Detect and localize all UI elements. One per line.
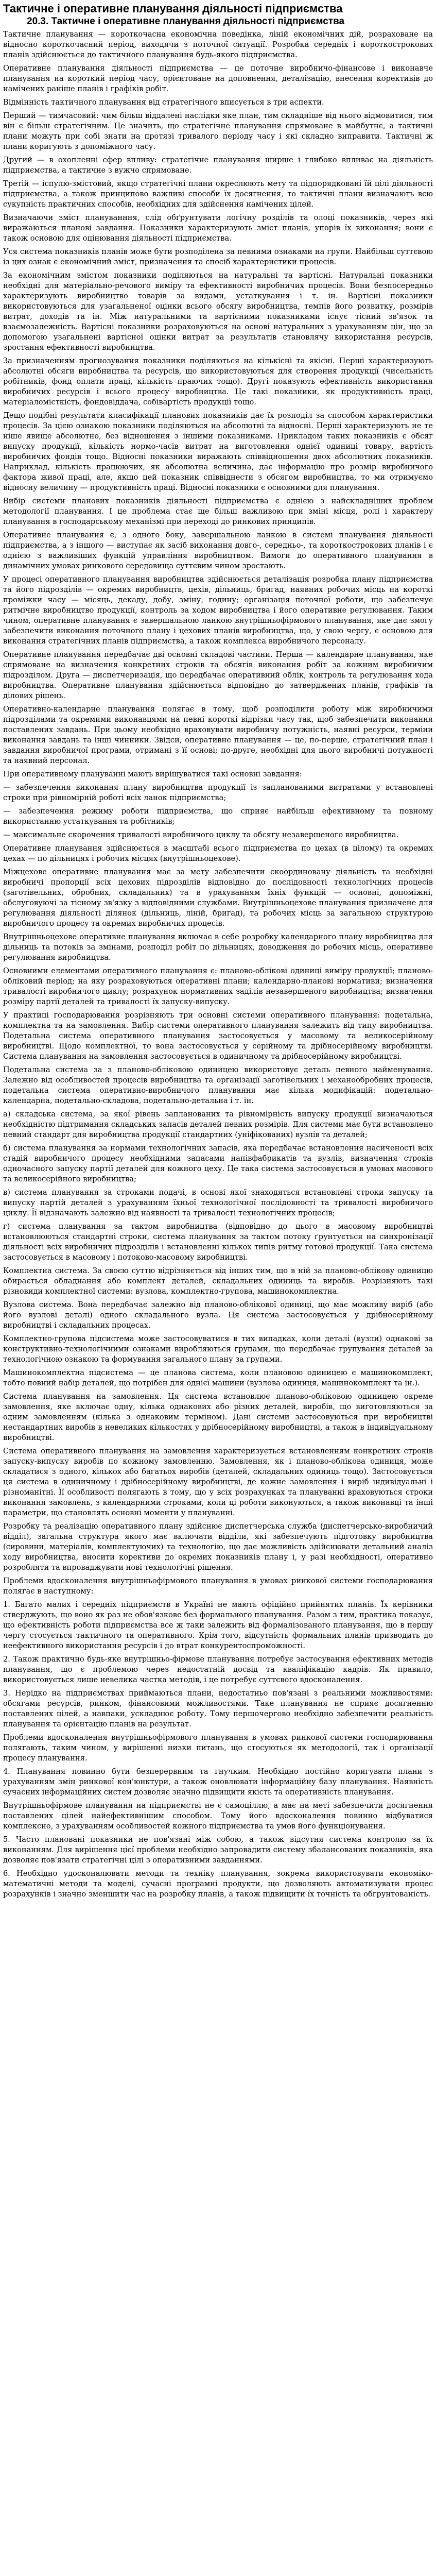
paragraph: Основними елементами оперативного планування є: планово-обліковi одиницi виміру продукції; планово-обліковий період; на яку розраховуються оперативні плани; календарно-плановi нормативи; визначення тривалості виробничого циклу; розрахунок нормативних заділів незавершеного виробництва; визначення розміру партії деталей та тривалості їх запуску-випуску. — [3, 967, 433, 1006]
paragraph: Дещо подібні результати класифікації планових показників дає їх розподіл за способом характеристики процесів. За цією ознакою показники поділяються на абсолютні та відносні. Перші характеризують не те ніше явище абсолютно, без відношення з іншими показниками. Прикладом таких показників є обсяг випуску продукції, кількість нормо-часів витрат на виготовлення однієї одиниці товару, вартість виробничих фондів тощо. Відносні показники виражають співвідношення двох абсолютних показників. Наприклад, кількість працюючих, як абсолютна величина, дає інформацію про розмір виробничого фактора живої праці, але, якщо цей показник співвіднести з обсягом виробництва, то ми отримуємо відносну величину — продуктивність праці. Відносні показники є основними для планування. — [3, 411, 433, 492]
document-title: Тактичне і оперативне планування діяльності підприємства — [3, 2, 343, 15]
paragraph: Розробку та реалізацію оперативного плану здійснює диспетчерська служба (диспетчерсько-виробничий відділ), загальна структура якого має включати відділи, які забезпечують підготовку виробництва (сировини, матеріалів, комплектуючих) та технологію, що дає можливість здійснювати детальний аналіз ходу виробництва, вносити корективи до окремих показників плану і, у разі необхідності, оперативно розробляти та впроваджувати нові технологічні рішення. — [3, 1522, 433, 1572]
paragraph: Оперативне планування є, з одного боку, завершальною ланкою в системі планування діяльності підприємства, а з іншого — виступає як засіб виконання довго-, середньо-, та короткострокових планів і є однією з важливіших функцій управління виробництвом. Вимоги до оперативного планування в динамічних умовах ринкового середовища суттєвим чином зростають. — [3, 531, 433, 570]
paragraph: Комплектна система. За своєю суттю відрізняється від інших тим, що в ній за планово-облікову одиницю обирається обладнання або комплект деталей, складальних одиниць та виробів. Розрізняють такі різновиди комплектної системи: вузлова, комплектно-групова, машинокомплектна. — [3, 1266, 433, 1296]
paragraph: Міжцехове оперативне планування має за мету забезпечити скоординовану діяльність та необхідні виробничі пропорції всіх цехових підрозділів відповідно до послідовності технологічних процесів (заготівельних, обробних, складальних) та в урахуванням їхніх функцій — основні, допоміжні, обслуговуючі за тісному зв'язку з відповідними службами. Внутрішньоцехове планування призначене для регулювання діяльності ділянок (дільниць, ліній, бригад), та робочих місць за загальною структурою виробничого процесу та окремих виробничих процесів. — [3, 868, 433, 928]
paragraph: Вузлова система. Вона передбачає залежно від планово-облікової одиниці, що має можливу виріб (або його вузлові деталі) одного складального вузла. Ця система застосовується у дрібносерійному виробництві і складальних процесах. — [3, 1300, 433, 1330]
paragraph: Внутрішньоцехове оперативне планування включає в себе розробку календарного плану виробництва для дільниць та потоків за змінами, розподіл робіт по дільницях, доводження до робочих місць, оперативне регулювання виробництва. — [3, 933, 433, 962]
paragraph: Визначаючи зміст плануванння, слід обґрунтувати логічну розділів та олоці показників, через які виражаються планові завдання. Показники характеризують зміст планів, упорів їх виконання; вони є також основою для оцінювання діяльності підприємства. — [3, 213, 433, 243]
paragraph: Перший — тимчасовий: чим більш віддалені наслідки яке план, тим складніше від нього відмовитися, тим він є більш стратегічним. Це значить, що стратегічне планування спрямоване в майбутнє, а тактичні плани можуть при собі знати на протязі тривалого періоду часу і які складно виправити. Тактичні ж плани коригують з допоміжного часу. — [3, 111, 433, 151]
paragraph: Подетальна система за з планово-обліковою одиницею використовує деталь певного найменування. Залежно від особливостей процесів виробництва та організації заготівельних і механообробних процесів, подетальна система оперативно-виробничого планування має кілька модифікацій: подетально-календарна, подетально-складова, подетально-детальна і т. ін. — [3, 1065, 433, 1105]
paragraph: Уся система показників планів може бути розподілена за певними ознаками на групи. Найбільш суттєвою із цих ознак є економічний зміст, призначення та спосіб характеристики процесів. — [3, 247, 433, 266]
paragraph: Оперативне планування передбачає дві основні складові частини. Перша — календарне планування, яке спрямоване на визначення конкретних строків та обсягів виконання робіт за кожним виробничим підрозділом. Друга — диспетчеризація, що передбачає оперативний облік, контроль та регулювання хода виробництва. Оперативне планування здійснюється відповідно до затверджених планів, графіків та ділових рішень. — [3, 650, 433, 700]
paragraph: — максимальне скорочення тривалості виробничого циклу та обсягу незавершеного виробництва. — [3, 831, 399, 839]
paragraph: — забезпечення режиму роботи підприємства, що сприяє найбільш ефективному та повному використанню устаткування та робітників; — [3, 807, 433, 826]
paragraph: Оперативне планування діяльності підприємства — це поточне виробничо-фінансове і виконавче планування на короткий період часу, орієнтоване на доповнення, деталізацію, внесення корективів до намічених раніше планів і графіків робіт. — [3, 64, 433, 93]
paragraph: г) система планування за тактом виробництва (відповідно до цього в масовому виробництві встановлюються стандартні строки, система планування за тактом потоку ґрунтується на синхронізації діяльності всіх виробничих підрозділів і встановленні кількох типів ритму готової продукції. Така система застосовується в масовому і потоково-масовому виробництві. — [3, 1222, 433, 1262]
document-body — [3, 29, 433, 1900]
paragraph: Відмінність тактичного планування від стратегічного вписується в три аспекти. — [3, 98, 324, 107]
paragraph: 4. Планування повинно бути безперервним та гнучким. Необхідно постійно коригувати плани з урахуванням змін ринкової кон'юнктури, а також оновлювати інформаційну базу планування. Наявність сучасних інформаційних систем дозволяє значно підвищити якість та оперативність планування. — [3, 1767, 433, 1797]
paragraph: За економічним змістом показники поділяються на натуральні та вартісні. Натуральні показники необхідні для матеріально-речового виміру та ефективності виробничих процесів. Вони безпосередньо характеризують виробництво товарів за видами, устаткування і т. ін. Вартісні показники використовуються для узагальненої оцінки всього обсягу виробництва, темпів його розвитку, розмірів витрат, доходів та ін. Між натуральними та вартісними показниками існує тісний зв'язок та взаємозалежність. Вартісні показники розраховуються на основі натуральних з урахуванням цін, що за допомогою узагальнені вартісної оцінки витрат за результатів становлячу використання ресурсів, зростання ефективності виробництва. — [3, 271, 433, 352]
paragraph: Вибір системи планових показників діяльності підприємства є однією з найскладніших проблем методології планування. І це проблема стає ще більш важливою при зміні місця, ролі і характеру планування в господарському механізмі при переході до ринкових принципів. — [3, 497, 433, 526]
paragraph: Проблеми вдосконалення внутрішньофірмового планування в умовах ринкової системи господарювання полягає в наступному: — [3, 1577, 433, 1596]
paragraph: Другий — в охопленні сфер впливу: стратегічне планування ширше і глибоко впливає на діяльність підприємства, а тактичне з вужчо спрямоване. — [3, 156, 433, 175]
paragraph: Система планування на замовлення. Ця система встановлює планово-обліковою одиницею окреме замовлення, яке включає одну, кілька однакових або різних деталей, виробів, що виготовляються за одним замовленням (кілька з однаковим терміном). Дані системи застосовуються при виробництві нестандартних виробів в невеликих кількостях у дрібносерійному виробництві, а також в індивідуальному виробництві. — [3, 1392, 433, 1442]
paragraph: Третій — іспулю-змістовий, якщо стратегічні плани окреслюють мету та підпорядковані їй цілі діяльності підприємства, а також принципово важливі способи їх досягнення, то тактичні плани визначають всю сукупність практичних способів, необхідних для здійснення намічених цілей. — [3, 179, 433, 209]
paragraph: — забезпечення виконання плану виробництва продукції із запланованими витратами у встановлені строки при рівномірній роботі всіх ланок підприємства; — [3, 783, 433, 802]
paragraph: При оперативному плануванні мають вирішуватися такі основні завдання: — [3, 770, 302, 778]
paragraph: 2. Також практично будь-яке внутрішньо-фірмове планування потребує застосування ефективних методів планування, що є проблемою через недостатній досвід та кваліфікацію кадрів. Як правило, використовується лише невелика частка методів, і це потребує суттєвого вдосконалення. — [3, 1655, 433, 1684]
section-number: 20.3. — [27, 16, 49, 27]
paragraph: 3. Нерідко на підприємствах приймаються плани, недостатньо пов'язані з реальними можливостями: обсягами ресурсів, ринком, фінансовими можливостями. Таке планування не сприяє досягненню поставлених цілей, а навпаки, ускладнює роботу. Тому першочергово необхідно забезпечити реальність планування та орієнтацію планів на результат. — [3, 1689, 433, 1728]
paragraph: У практиці господарювання розрізняють три основні системи оперативного планування: подетальна, комплектна та на замовлення. Вибір системи оперативного планування залежить від типу виробництва. Подетальна система оперативного планування застосовується у масовому та великосерійному виробництві. Щодо комплектної, то вона застосовується у серійному та дрібносерійному виробництві. Система планування на замовлення застосовується в одиничному та дрібносерійному виробництві. — [3, 1011, 433, 1061]
paragraph: а) складська система, за якої рівень запланованих та рівномірність випуску продукції визначаються необхідністю підтримання складських запасів деталей певних розмірів. Для системи має бути встановлено певний стандарт для виробництва продукції стандартних (уніфікованих) вузлів та деталей; — [3, 1110, 433, 1139]
section-heading — [27, 16, 433, 26]
paragraph: Комплектно-групова підсистема може застосовуватися в тих випадках, коли деталі (вузли) однакові за конструктивно-технологічними ознаками виробляються групами, що передбачає групування деталей за технологічною ознакою та формування загального плану за групами. — [3, 1334, 433, 1364]
paragraph: б) система планування за нормами технологічних запасів, яка передбачає встановлення насиченості всіх стадій виробничого процесу необхідними запасами напівфабрикатів та вузлів, визначення строків одночасного запуску партії деталей для кожного цеху. Це така система застосовується в умовах масового та великосерійного виробництва; — [3, 1144, 433, 1183]
paragraph: Проблеми вдосконалення внутрішньофірмового планування в умовах ринкової системи господарювання полягають, таким чином, у вирішенні низки питань, що стосуються як методології, так і організації процесу планування. — [3, 1733, 433, 1762]
paragraph: Система оперативного планування на замовлення характеризується встановленням конкретних строків запуску-випуску виробів по кожному замовленню. Замовлення, як і планово-облікова одиниця, може складатися з одного, кількох або багатьох виробів (деталей, складальних одиниць тощо). Застосовується ця система в одиничному і дрібносерійному виробництві, де кожне замовлення і виріб індивідуальні і різноманітні. Її особливості полягають в тому, що у всіх розрахунках та плануванні враховуються строки виконання замовлень, з календарними строками, коли ці роботи виконуються, а також виконавці та інші параметри, що становлять основні моменти у плануванні. — [3, 1447, 433, 1517]
paragraph: Тактичне планування — короткочасна економічна поведінка, ліній економічних дій, розраховане на відносно короткочасний період, виходячи з поточної ситуації. Розробка середніх і короткострокових планів здійснюється до тактичного планування будь-якого підприємства. — [3, 30, 433, 59]
paragraph: У процесі оперативного планування виробництва здійснюється деталізація розробка плану підприємства та його підрозділів — окремих виробництв, цехів, дільниць, бригад, наявних робочих місць на короткі проміжки часу — місяць, декаду, добу, зміну, годину; організація поточної роботи, що забезпечує ритмічне виробництво продукції, контроль за ходом виробництва і його оперативне регулювання. Таким чином, оперативне планування є завершальною ланкою внутрішньофірмового планування, яке дає змогу забезпечити виконання поточного плану і цехових планів виробництва, що, у свою чергу, є основою для виконання стратегічних планів підприємства, а також комплекса виробничого персоналу. — [3, 575, 433, 646]
paragraph: Оперативне планування здійснюється в масштабі всього підприємства по цехах (в цілому) та окремих цехах — по дільницях і робочих місцях (внутрішньоцехове). — [3, 844, 433, 863]
paragraph: Машинокомплектна підсистема — це планова система, коли плановою одиницею є машинокомплект, тобто повний набір деталей, що потрібен для однієї машини (вузлова одиниця, машинокомплект та ін.). — [3, 1368, 433, 1387]
paragraph: За призначенням прогнозування показники поділяються на кількісні та якісні. Перші характеризують абсолютні обсяги виробництва та ресурсів, що використовуються для створення продукції (чисельність робітників, фонд оплати праці, кількість праючих тощо). Другі показують ефективність використання виробничих ресурсів і всього процесу виробництва. Це такі показники, як продуктивність праці, матеріаломісткість, фондовіддача, собівартість продукції тощо. — [3, 357, 433, 406]
paragraph: в) система планування за строками подачі, в основі якої знаходяться встановлені строки запуску та випуску партій деталей з урахуванням їхньої технологічної послідовності та тривалості виробничого циклу. Її відзначають залежно від наявності та тривалості технологічних процесів; — [3, 1188, 433, 1217]
paragraph: Внутрішньофірмове планування на підприємстві не є самоціллю, а має на меті забезпечити досягнення поставлених цілей найефективнішим способом. Тому його вдосконалення повинно відбуватися комплексно, з урахуванням особливостей кожного підприємства та умов його функціонування. — [3, 1801, 433, 1831]
paragraph: 6. Необхідно удосконалювати методи та техніку планування, зокрема використовувати економіко-математичні методи та моделі, сучасні програмні продукти, що дозволяють автоматизувати процес розрахунків і значно зменшити час на розробку планів, а також підвищити їх точність та обґрунтованість. — [3, 1869, 433, 1899]
paragraph: 1. Багато малих і середніх підприємств в Україні не мають офіційно прийнятих планів. Їх керівники стверджують, що воно як раз не обов'язкове без формального планування. Разом з тим, практика показує, що ефективність роботи підприємства все ж таки залежить від формалізованого планування, що в першу чергу стосується тактичного та оперативного. Крім того, відсутність формальних планів призводить до неефективного використання ресурсів і до втрат конкурентоспроможності. — [3, 1600, 433, 1650]
section-title: Тактичне і оперативне планування діяльності підприємства — [51, 16, 345, 27]
paragraph: Оперативно-календарне планування полягає в тому, щоб розподілити роботу між виробничими підрозділами та окремими виконавцями на певні короткі відрізки часу так, щоб забезпечити виконання поставлених завдань. При цьому необхідно враховувати виробничу потужність, наявні ресурси, терміни виконання завдань та інші чинники. Звідси, оперативне планування — це, по-перше, стратегічний план і завдання виробничої програми, отримані з її основі; по-друге, необхідні для цього виробничі потужності та наявний персонал. — [3, 705, 433, 765]
paragraph: 5. Часто плановані показники не пов'язані між собою, а також відсутня система контролю за їх виконанням. Для вирішення цієї проблеми необхідно запровадити систему збалансованих показників, яка дозволяє пов'язати стратегічні цілі з оперативними завданнями. — [3, 1835, 433, 1865]
